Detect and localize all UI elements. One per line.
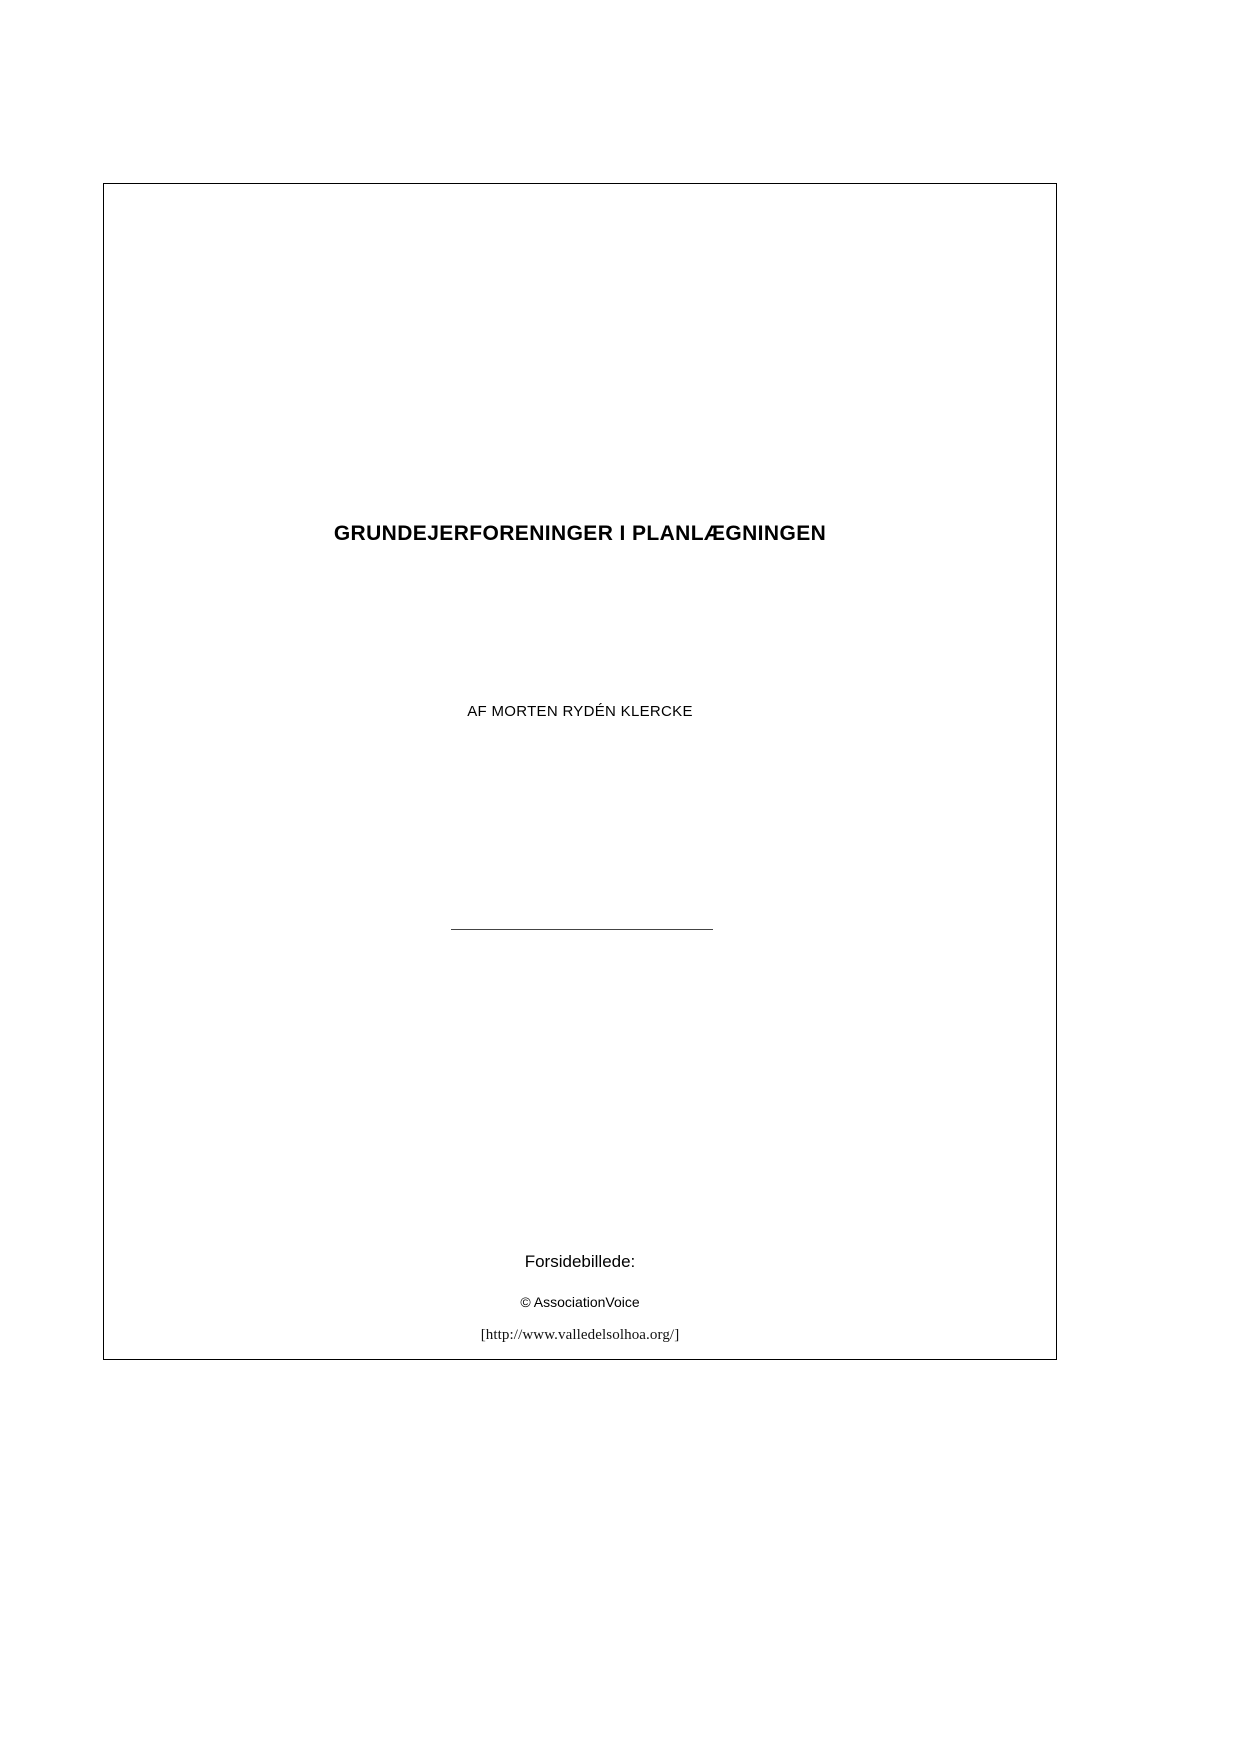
cover-image-credit-owner: © AssociationVoice [520,1294,640,1310]
author-line: AF MORTEN RYDÉN KLERCKE [467,703,693,720]
page-title: GRUNDEJERFORENINGER I PLANLÆGNINGEN [333,522,827,545]
cover-image-credit-url: [http://www.valledelsolhoa.org/] [480,1327,680,1343]
page-border-frame [103,183,1057,1360]
horizontal-divider [451,929,713,930]
title-page-content [104,184,1056,1359]
cover-image-credit-caption: Forsidebillede: [524,1252,636,1271]
